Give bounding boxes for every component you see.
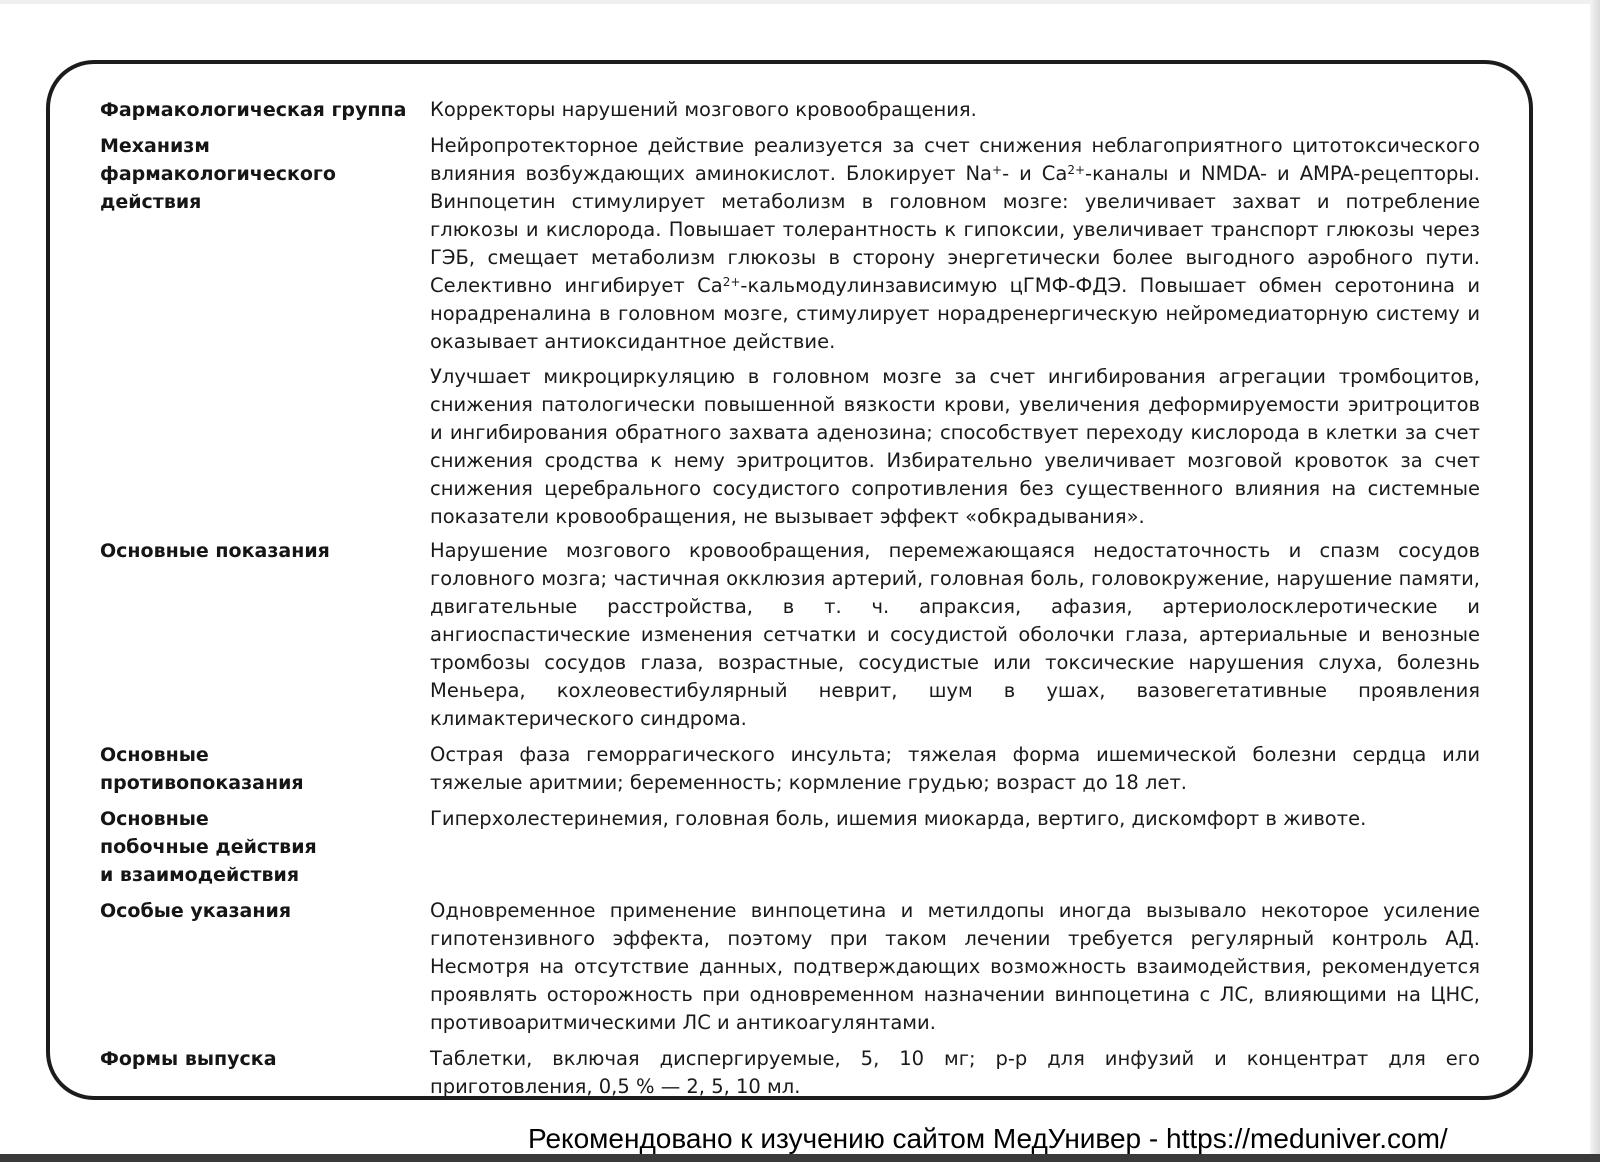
- page-top-edge: [0, 0, 1600, 4]
- row-side-effects: [100, 805, 1480, 889]
- text-run: - и Ca: [1002, 162, 1068, 185]
- paragraph: [430, 537, 1480, 733]
- text-run: Улучшает микроциркуляцию в головном мозге за счет ингибирования агрегации тромбоцитов, снижения патологически повышенной вязкости крови, увеличения деформируемости эритроцитов и ингибирования обратного захвата аденозина; способствует переходу кислорода в клетки за счет снижения сродства к нему эритроцитов. Избирательно увеличивает мозговой кровоток за счет снижения церебрального сосудистого сопротивления без существенного влияния на системные показатели кровообращения, не вызывает эффект «обкрадывания».: [430, 365, 1480, 528]
- row-value: [430, 805, 1480, 833]
- row-label: Основные побочные действия и взаимодействия: [100, 808, 317, 886]
- superscript: +: [992, 163, 1003, 177]
- row-value: [430, 96, 1480, 124]
- row-label: Формы выпуска: [100, 1048, 277, 1070]
- page-bottom-edge: [0, 1154, 1600, 1162]
- paragraph: [430, 805, 1480, 833]
- paragraph: [430, 897, 1480, 1037]
- row-indications: [100, 537, 1480, 733]
- paragraph: [430, 132, 1480, 356]
- row-label: Фармакологическая группа: [100, 99, 407, 121]
- text-run: -каналы и NMDA- и AMPA-рецепторы. Винпоцетин стимулирует метаболизм в головном мозге: увеличивает захват и потребление глюкозы и кислорода. Повышает толерантность к гипоксии, увеличивает транспорт глюкозы через ГЭБ, смещает метаболизм глюкозы в сторону энергетически более выгодного аэробного пути. Селективно ингибирует Ca: [430, 162, 1480, 297]
- drug-info-table: [100, 96, 1480, 1101]
- row-mechanism: [100, 132, 1480, 531]
- row-contraindications: [100, 741, 1480, 797]
- text-run: Таблетки, включая диспергируемые, 5, 10 мг; р-р для инфузий и концентрат для его приготовления, 0,5 % — 2, 5, 10 мл.: [430, 1047, 1480, 1098]
- text-run: Нарушение мозгового кровообращения, перемежающаяся недостаточность и спазм сосудов головного мозга; частичная окклюзия артерий, головная боль, головокружение, нарушение памяти, двигательные расстройства, в т. ч. апраксия, афазия, артериолосклеротические и ангиоспастические изменения сетчатки и сосудистой оболочки глаза, артериальные и венозные тромбозы сосудов глаза, возрастные, сосудистые или токсические нарушения слуха, болезнь Меньера, кохлеовестибулярный неврит, шум в ушах, вазовегетативные проявления климактерического синдрома.: [430, 539, 1480, 730]
- row-release-forms: [100, 1045, 1480, 1101]
- paragraph: [430, 96, 1480, 124]
- row-special-instructions: [100, 897, 1480, 1037]
- row-label: Особые указания: [100, 900, 292, 922]
- row-value: [430, 741, 1480, 797]
- text-run: Гиперхолестеринемия, головная боль, ишемия миокарда, вертиго, дискомфорт в животе.: [430, 807, 1367, 830]
- text-run: Нейропротекторное действие реализуется за счет снижения неблагоприятного цитотоксического влияния возбуждающих аминокислот. Блокирует Na: [430, 134, 1480, 185]
- superscript: 2+: [1067, 163, 1086, 177]
- paragraph: [430, 1045, 1480, 1101]
- row-pharmacological-group: [100, 96, 1480, 124]
- paragraph: [430, 363, 1480, 531]
- recommendation-footer: Рекомендовано к изучению сайтом МедУнивер - https://meduniver.com/: [528, 1123, 1448, 1154]
- paragraph: [430, 741, 1480, 797]
- row-label: Механизм фармакологического действия: [100, 135, 336, 213]
- text-run: Одновременное применение винпоцетина и метилдопы иногда вызывало некоторое усиление гипотензивного эффекта, поэтому при таком лечении требуется регулярный контроль АД. Несмотря на отсутствие данных, подтверждающих возможность взаимодействия, рекомендуется проявлять осторожность при одновременном назначении винпоцетина с ЛС, влияющими на ЦНС, противоаритмическими ЛС и антикоагулянтами.: [430, 899, 1480, 1034]
- text-run: Острая фаза геморрагического инсульта; тяжелая форма ишемической болезни сердца или тяжелые аритмии; беременность; кормление грудью; возраст до 18 лет.: [430, 743, 1480, 794]
- row-label: Основные противопоказания: [100, 744, 304, 794]
- row-value: [430, 132, 1480, 531]
- row-value: [430, 537, 1480, 733]
- row-value: [430, 897, 1480, 1037]
- superscript: 2+: [722, 275, 741, 289]
- text-run: Корректоры нарушений мозгового кровообращения.: [430, 98, 977, 121]
- row-value: [430, 1045, 1480, 1101]
- page-right-edge: [1590, 0, 1600, 1162]
- text-run: -кальмодулинзависимую цГМФ-ФДЭ. Повышает обмен серотонина и норадреналина в головном мозге, стимулирует норадренергическую нейромедиаторную систему и оказывает антиоксидантное действие.: [430, 274, 1480, 353]
- row-label: Основные показания: [100, 540, 330, 562]
